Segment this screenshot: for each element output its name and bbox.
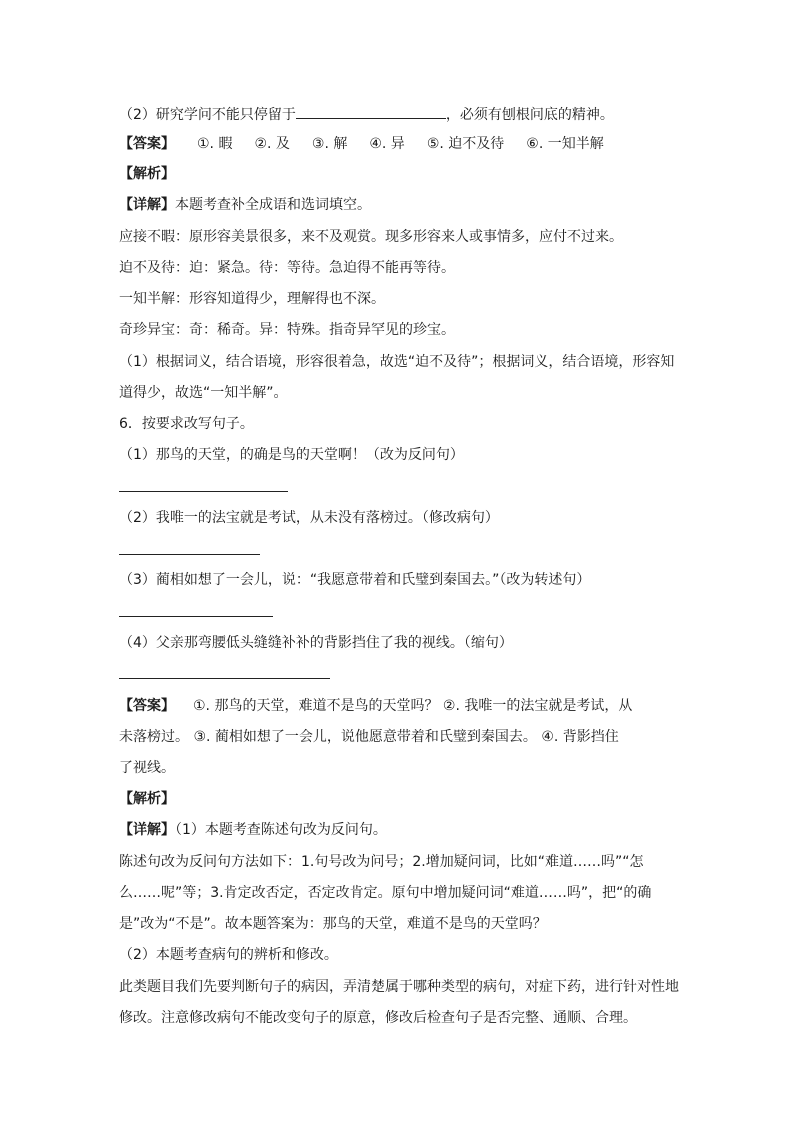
- q6-answer-line-3: 了视线。: [119, 760, 175, 776]
- q6-line-5: 此类题目我们先要判断句子的病因，弄清楚属于哪种类型的病句，对症下药，进行针对性地: [119, 979, 679, 995]
- q6-answer-line-1-text: ①. 那鸟的天堂，难道不是鸟的天堂吗？ ②. 我唯一的法宝就是考试，从: [193, 698, 633, 714]
- q6-answer-blank-4: [119, 678, 330, 679]
- q5-line-2: 迫不及待：迫：紧急。待：等待。急迫得不能再等待。: [119, 260, 455, 276]
- q6-item-4: （4）父亲那弯腰低头缝缝补补的背影挡住了我的视线。（缩句）: [119, 635, 513, 651]
- q5-answer-5: ⑤. 迫不及待: [426, 136, 505, 152]
- q5-item-2-before: （2）研究学问不能只停留于: [119, 107, 296, 123]
- q5-answer-3: ③. 解: [311, 136, 348, 152]
- q6-answer-blank-2: [119, 554, 260, 555]
- q5-detail: [119, 195, 371, 215]
- q6-line-4: （2）本题考查病句的辨析和修改。: [119, 947, 338, 963]
- q6-line-1: 陈述句改为反问句方法如下：1.句号改为问号；2.增加疑问词，比如“难道……吗”“怎: [119, 854, 644, 870]
- q5-answer-4: ④. 异: [369, 136, 405, 152]
- q5-line-4: 奇珍异宝：奇：稀奇。异：特殊。指奇异罕见的珍宝。: [119, 322, 455, 338]
- q6-answer-line-1: [119, 696, 632, 716]
- q6-item-2: （2）我唯一的法宝就是考试，从未没有落榜过。（修改病句）: [119, 510, 499, 526]
- q6-answer-line-2: 未落榜过。 ③. 蔺相如想了一会儿，说他愿意带着和氏璧到秦国去。 ④. 背影挡住: [119, 729, 619, 745]
- q5-analysis-label: 【解析】: [119, 166, 175, 182]
- q6-answer-label: 【答案】: [119, 698, 175, 714]
- q6-line-6: 修改。注意修改病句不能改变句子的原意，修改后检查句子是否完整、通顺、合理。: [119, 1010, 637, 1026]
- q6-analysis-label: 【解析】: [119, 791, 175, 807]
- q5-answer-1: ①. 暇: [197, 136, 233, 152]
- q5-detail-text: 本题考查补全成语和选词填空。: [175, 197, 371, 213]
- q6-item-1: （1）那鸟的天堂，的确是鸟的天堂啊！（改为反问句）: [119, 447, 464, 463]
- q5-item-2: [119, 104, 614, 125]
- q5-answer-label: 【答案】: [119, 136, 175, 152]
- q5-line-6: 道得少，故选“一知半解”。: [119, 385, 288, 401]
- q5-item-2-after: ，必须有刨根问底的精神。: [445, 107, 614, 123]
- q5-answer-6: ⑥. 一知半解: [526, 136, 604, 152]
- q5-line-5: （1）根据词义，结合语境，形容很着急，故选“迫不及待”；根据词义，结合语境，形容知: [119, 354, 675, 370]
- q5-item-2-blank: [296, 104, 446, 119]
- q6-answer-blank-3: [119, 616, 273, 617]
- q5-answer-row: [119, 134, 604, 154]
- q6-line-2: 么……呢”等；3.肯定改否定，否定改肯定。原句中增加疑问词“难道……吗”，把“的确: [119, 885, 652, 901]
- q6-title: 6．按要求改写句子。: [119, 416, 254, 432]
- q6-answer-blank-1: [119, 491, 288, 492]
- q5-detail-label: 【详解】: [119, 197, 175, 213]
- q6-line-3: 是”改为“不是”。故本题答案为：那鸟的天堂，难道不是鸟的天堂吗？: [119, 916, 547, 932]
- q6-detail-text: （1）本题考查陈述句改为反问句。: [175, 822, 387, 838]
- q5-line-1: 应接不暇：原形容美景很多，来不及观赏。现多形容来人或事情多，应付不过来。: [119, 229, 623, 245]
- q6-item-3: （3）蔺相如想了一会儿，说：“我愿意带着和氏璧到秦国去。”（改为转述句）: [119, 572, 591, 588]
- q6-detail-label: 【详解】: [119, 822, 175, 838]
- q5-answer-2: ②. 及: [254, 136, 290, 152]
- q5-line-3: 一知半解：形容知道得少，理解得也不深。: [119, 291, 385, 307]
- q6-detail: [119, 820, 387, 840]
